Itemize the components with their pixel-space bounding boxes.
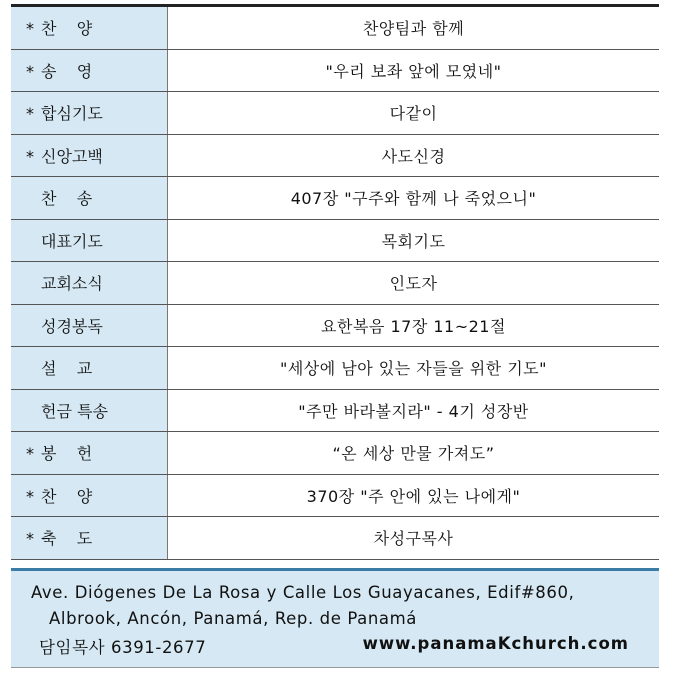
standing-mark: *: [26, 19, 34, 39]
order-item-label: 찬 송: [41, 189, 93, 209]
order-item-label-cell: [11, 347, 168, 390]
order-item-value: 차성구목사: [168, 517, 660, 560]
order-item-value: "우리 보좌 앞에 모였네": [168, 49, 660, 92]
pastor-phone: 담임목사 6391-2677: [39, 638, 207, 657]
order-item-value: 407장 "구주와 함께 나 죽었으니": [168, 177, 660, 220]
order-item-label-cell: [11, 92, 168, 135]
order-item-value: 다같이: [168, 92, 660, 135]
standing-mark: *: [26, 529, 34, 549]
order-item-label-cell: [11, 219, 168, 262]
order-item-label: 봉 헌: [41, 444, 93, 464]
order-row: [11, 134, 659, 177]
order-item-label: 신앙고백: [41, 146, 103, 166]
order-item-value: 인도자: [168, 262, 660, 305]
order-item-value: 요한복음 17장 11~21절: [168, 304, 660, 347]
order-item-label-cell: [11, 517, 168, 560]
church-info-footer: [11, 568, 659, 668]
order-row: [11, 49, 659, 92]
order-item-label: 교회소식: [41, 274, 103, 294]
order-item-label-cell: [11, 389, 168, 432]
order-item-label-cell: [11, 177, 168, 220]
order-row: [11, 177, 659, 220]
order-item-label-cell: [11, 262, 168, 305]
order-item-label-cell: [11, 304, 168, 347]
order-item-label: 설 교: [41, 359, 93, 379]
order-item-label: 헌금 특송: [41, 401, 108, 421]
service-order-body: [11, 6, 659, 560]
order-row: [11, 389, 659, 432]
order-item-label-cell: [11, 6, 168, 50]
order-row: [11, 6, 659, 50]
order-row: [11, 347, 659, 390]
order-row: [11, 474, 659, 517]
standing-mark: *: [26, 444, 34, 464]
order-item-value: “온 세상 만물 가져도”: [168, 432, 660, 475]
order-item-label: 대표기도: [41, 231, 103, 251]
order-item-value: 사도신경: [168, 134, 660, 177]
order-item-value: 370장 "주 안에 있는 나에게": [168, 474, 660, 517]
order-item-label-cell: [11, 134, 168, 177]
order-item-label-cell: [11, 49, 168, 92]
order-item-label: 찬 양: [41, 19, 93, 39]
website-link[interactable]: www.panamaKchurch.com: [362, 634, 629, 653]
standing-mark: *: [26, 61, 34, 81]
standing-mark: *: [26, 146, 34, 166]
order-item-value: 찬양팀과 함께: [168, 6, 660, 50]
address-line-2: Albrook, Ancón, Panamá, Rep. de Panamá: [49, 609, 418, 628]
order-item-value: 목회기도: [168, 219, 660, 262]
order-item-value: "주만 바라볼지라" - 4기 성장반: [168, 389, 660, 432]
order-item-label: 합심기도: [41, 104, 103, 124]
service-order-table: [11, 4, 659, 560]
order-item-label: 축 도: [41, 529, 93, 549]
order-row: [11, 219, 659, 262]
order-item-label: 성경봉독: [41, 316, 103, 336]
order-item-label: 송 영: [41, 61, 93, 81]
order-item-label-cell: [11, 474, 168, 517]
order-row: [11, 432, 659, 475]
address-line-1: Ave. Diógenes De La Rosa y Calle Los Guayacanes, Edif#860,: [31, 583, 575, 602]
order-item-label: 찬 양: [41, 486, 93, 506]
order-row: [11, 262, 659, 305]
standing-mark: *: [26, 486, 34, 506]
order-row: [11, 92, 659, 135]
standing-mark: *: [26, 104, 34, 124]
order-item-label-cell: [11, 432, 168, 475]
order-row: [11, 304, 659, 347]
order-row: [11, 517, 659, 560]
order-item-value: "세상에 남아 있는 자들을 위한 기도": [168, 347, 660, 390]
